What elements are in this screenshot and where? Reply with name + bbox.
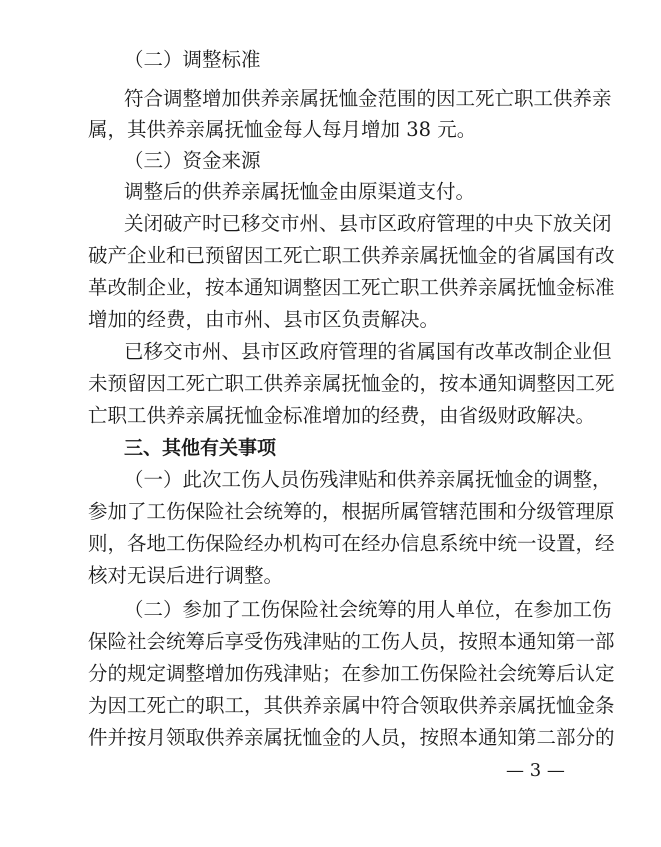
paragraph-line: 则，各地工伤保险经办机构可在经办信息系统中统一设置，经 bbox=[88, 532, 615, 555]
section-heading-adjustment-standard: （二）调整标准 bbox=[124, 48, 261, 71]
paragraph-line: 亡职工供养亲属抚恤金标准增加的经费，由省级财政解决。 bbox=[88, 404, 596, 427]
paragraph-line: 分的规定调整增加伤残津贴；在参加工伤保险社会统筹后认定 bbox=[88, 662, 615, 685]
section-heading-funding-source: （三）资金来源 bbox=[124, 149, 261, 172]
paragraph-line: 核对无误后进行调整。 bbox=[88, 564, 284, 587]
page-number: — 3 — bbox=[506, 760, 565, 781]
paragraph-line: 破产企业和已预留因工死亡职工供养亲属抚恤金的省属国有改 bbox=[88, 244, 615, 267]
paragraph-line: 已移交市州、县市区政府管理的省属国有改革改制企业但 bbox=[124, 340, 612, 363]
paragraph-line: 增加的经费，由市州、县市区负责解决。 bbox=[88, 308, 440, 331]
paragraph-line: 未预留因工死亡职工供养亲属抚恤金的，按本通知调整因工死 bbox=[88, 372, 615, 395]
paragraph-line: 保险社会统筹后享受伤残津贴的工伤人员，按照本通知第一部 bbox=[88, 630, 615, 653]
paragraph-line: 为因工死亡的职工，其供养亲属中符合领取供养亲属抚恤金条 bbox=[88, 694, 615, 717]
paragraph-line: 参加了工伤保险社会统筹的，根据所属管辖范围和分级管理原 bbox=[88, 500, 615, 523]
paragraph-line: 关闭破产时已移交市州、县市区政府管理的中央下放关闭 bbox=[124, 212, 612, 235]
section-heading-other-matters: 三、其他有关事项 bbox=[124, 437, 277, 459]
paragraph-line: 属，其供养亲属抚恤金每人每月增加 38 元。 bbox=[88, 118, 477, 141]
paragraph-line: （二）参加了工伤保险社会统筹的用人单位，在参加工伤 bbox=[124, 598, 612, 621]
paragraph-line: 革改制企业，按本通知调整因工死亡职工供养亲属抚恤金标准 bbox=[88, 276, 615, 299]
paragraph-line: 件并按月领取供养亲属抚恤金的人员，按照本通知第二部分的 bbox=[88, 726, 615, 749]
paragraph-line: （一）此次工伤人员伤残津贴和供养亲属抚恤金的调整， bbox=[124, 468, 612, 491]
paragraph-line: 调整后的供养亲属抚恤金由原渠道支付。 bbox=[124, 180, 476, 203]
paragraph-line: 符合调整增加供养亲属抚恤金范围的因工死亡职工供养亲 bbox=[124, 87, 612, 110]
